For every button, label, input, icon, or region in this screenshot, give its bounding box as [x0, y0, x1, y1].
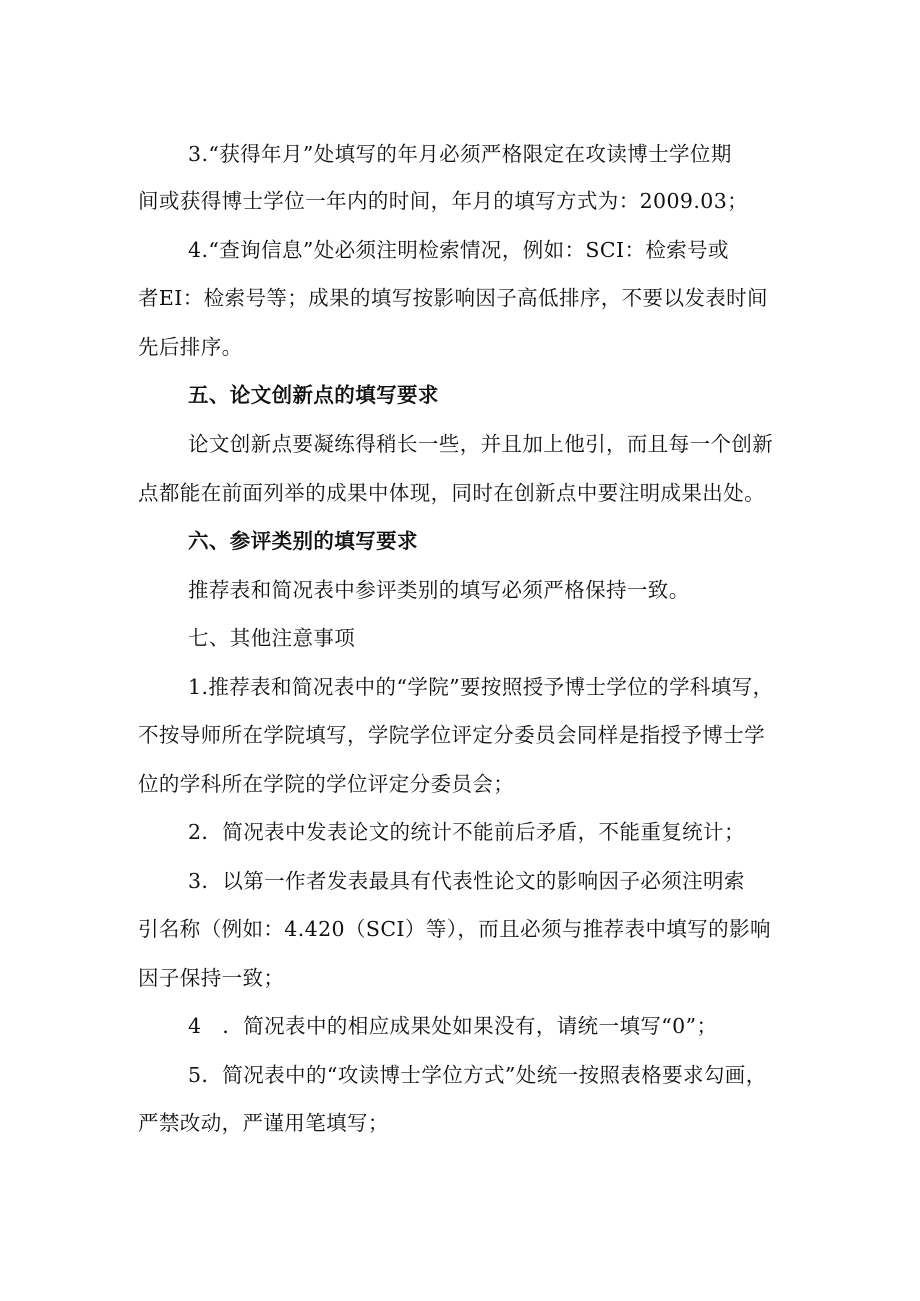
section-7-item-1-line-2: 不按导师所在学院填写，学院学位评定分委员会同样是指授予博士学	[138, 723, 765, 747]
item-4-line-2: 者EI：检索号等；成果的填写按影响因子高低排序，不要以发表时间	[138, 286, 768, 310]
section-6-heading: 六、参评类别的填写要求	[188, 529, 418, 553]
section-7-item-1-line-3: 位的学科所在学院的学位评定分委员会；	[138, 772, 515, 796]
section-6-paragraph: 推荐表和简况表中参评类别的填写必须严格保持一致。	[188, 578, 690, 602]
section-5-heading: 五、论文创新点的填写要求	[188, 383, 439, 407]
section-5-paragraph-line-2: 点都能在前面列举的成果中体现，同时在创新点中要注明成果出处。	[138, 481, 765, 505]
section-7-item-3-line-3: 因子保持一致；	[138, 966, 285, 990]
section-7-item-2: 2．简况表中发表论文的统计不能前后矛盾，不能重复统计；	[188, 820, 745, 844]
item-4-line-3: 先后排序。	[138, 335, 243, 359]
section-7-item-5-line-1: 5．简况表中的“攻读博士学位方式”处统一按照表格要求勾画，	[188, 1063, 767, 1087]
section-7-item-4: 4 ．简况表中的相应成果处如果没有，请统一填写“0”；	[188, 1014, 718, 1038]
item-3-line-1: 3.“获得年月”处填写的年月必须严格限定在攻读博士学位期	[188, 142, 732, 166]
item-4-line-1: 4.“查询信息”处必须注明检索情况，例如：SCI：检索号或	[188, 238, 729, 262]
section-7-item-3-line-1: 3．以第一作者发表最具有代表性论文的影响因子必须注明索	[188, 869, 745, 893]
section-5-paragraph-line-1: 论文创新点要凝练得稍长一些，并且加上他引，而且每一个创新	[188, 432, 774, 456]
section-7-item-1-line-1: 1.推荐表和简况表中的“学院”要按照授予博士学位的学科填写，	[188, 675, 774, 699]
section-7-item-5-line-2: 严禁改动，严谨用笔填写；	[138, 1111, 389, 1135]
section-7-heading: 七、其他注意事项	[188, 626, 356, 650]
item-3-line-2: 间或获得博士学位一年内的时间，年月的填写方式为：2009.03；	[138, 189, 749, 213]
section-7-item-3-line-2: 引名称（例如：4.420（SCI）等），而且必须与推荐表中填写的影响	[138, 917, 771, 941]
